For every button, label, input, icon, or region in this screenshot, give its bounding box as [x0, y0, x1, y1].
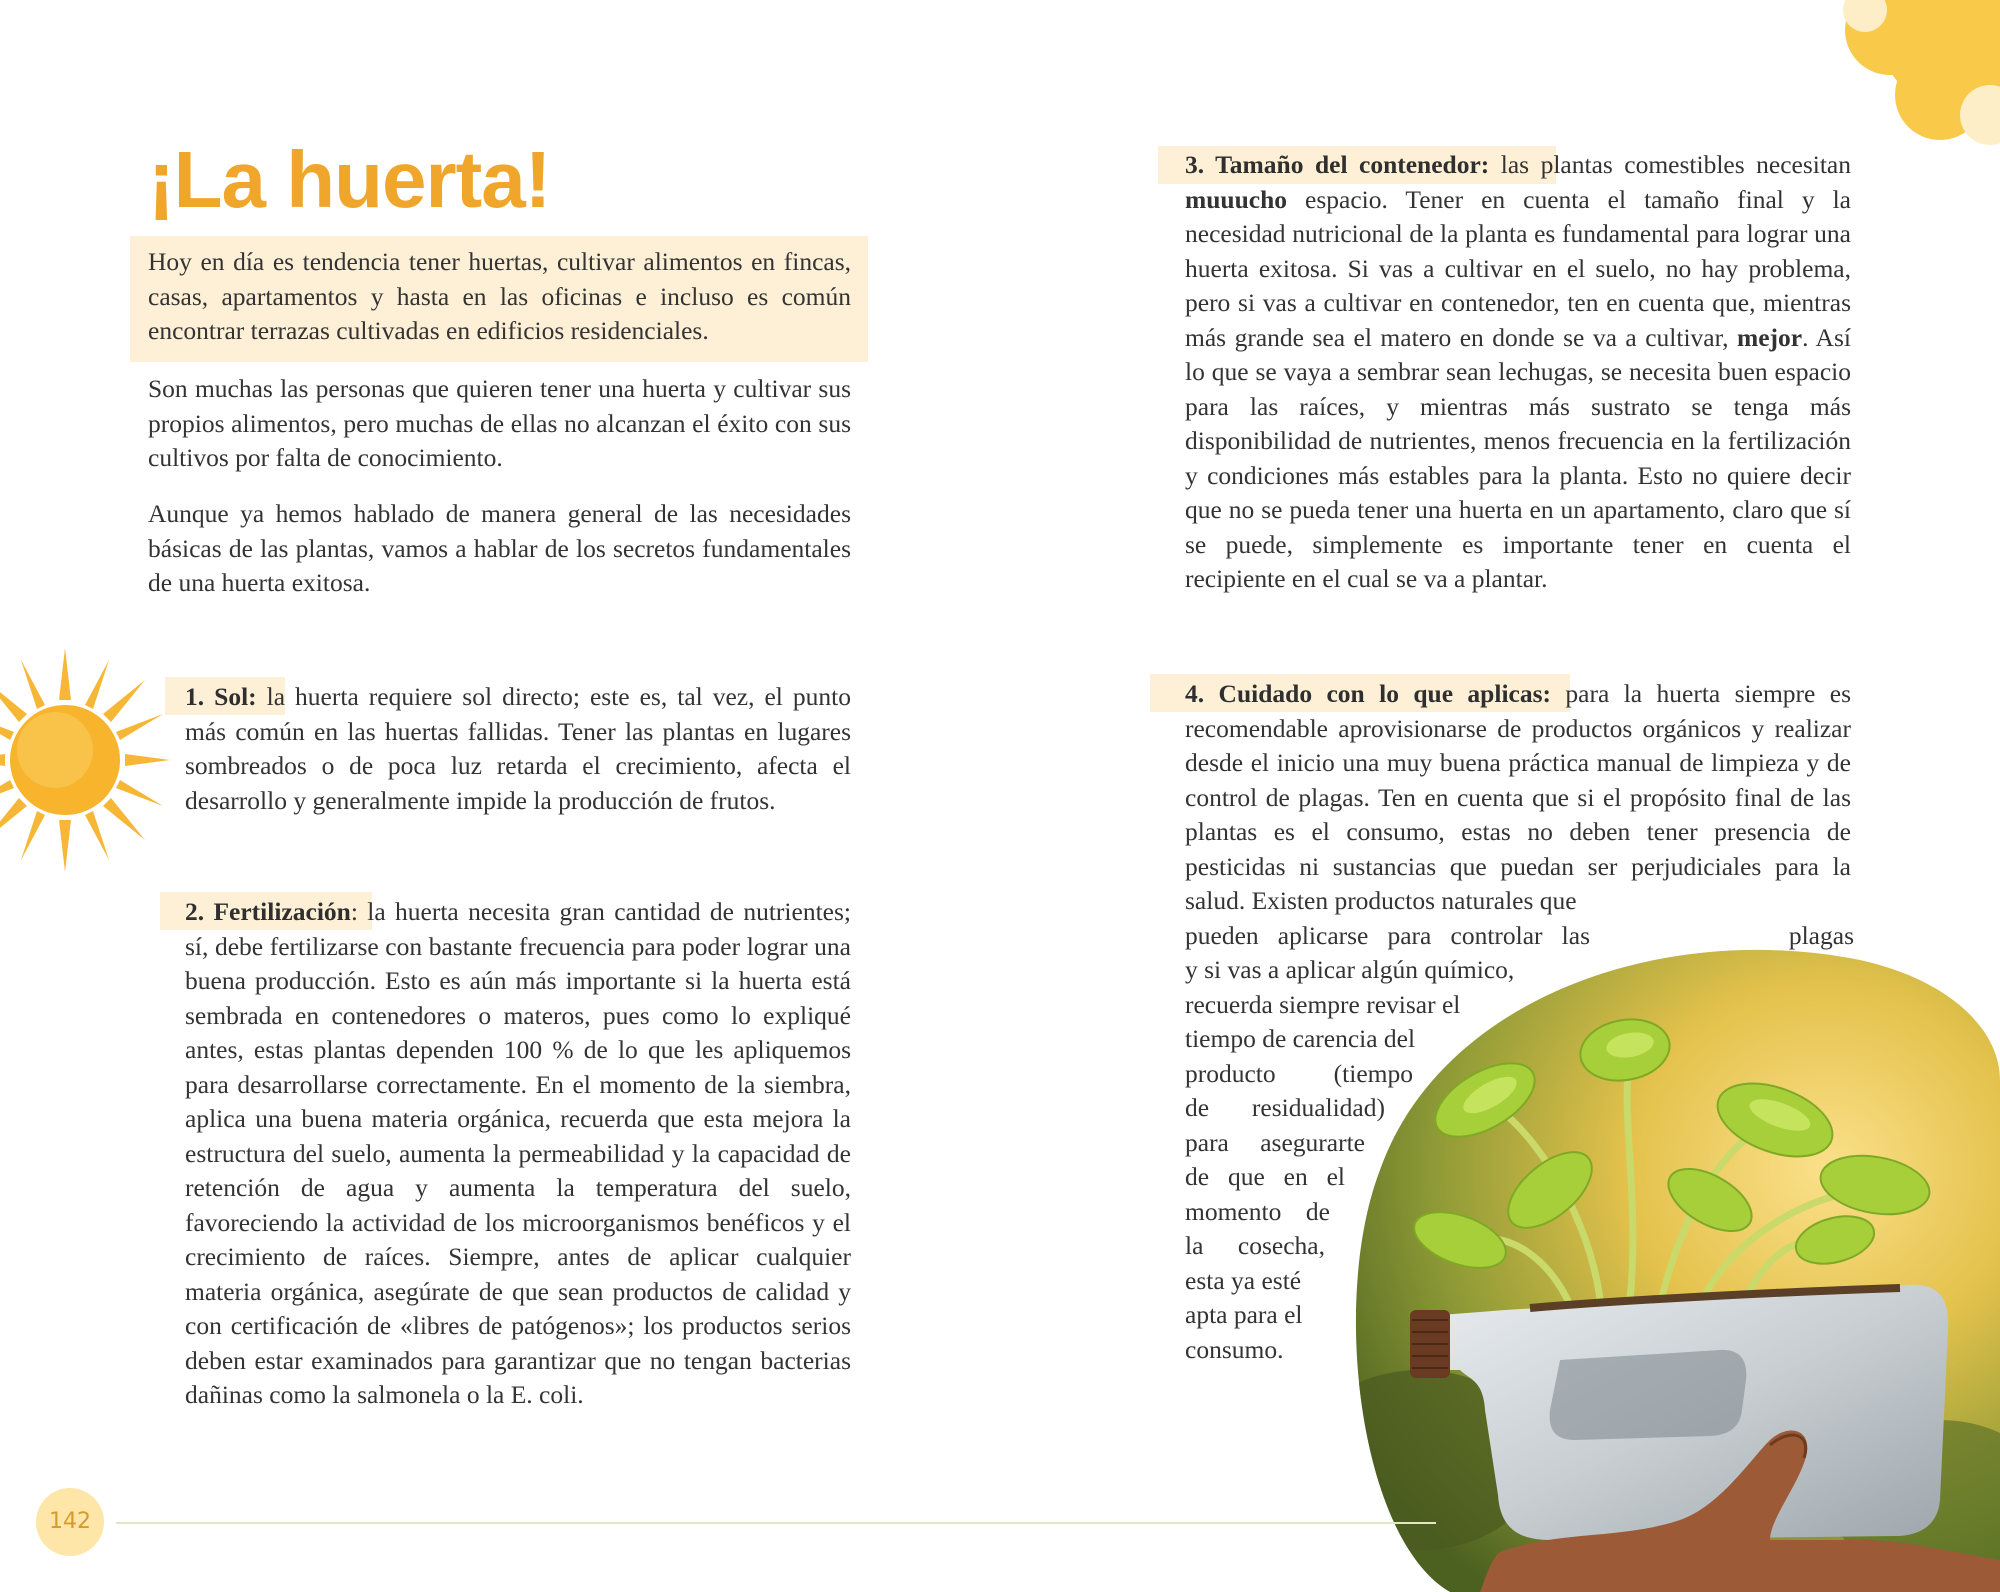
- wrapped-line: para asegurarte: [1185, 1128, 1365, 1157]
- footer-rule: [116, 1522, 1436, 1524]
- intro-highlighted-paragraph: Hoy en día es tendencia tener huertas, cultivar alimentos en fincas, casas, apartamentos y hasta en las oficinas e incluso es común encontrar terrazas cultivadas en edificios residenciales.: [148, 247, 851, 345]
- wrapped-line: esta ya esté: [1185, 1266, 1302, 1295]
- wrapped-line: de residualidad): [1185, 1093, 1385, 1122]
- secret-contenedor-text-c: . Así lo que se vaya a sembrar sean lechugas, se necesita buen espacio para las raíces, y mientras más sustrato se tenga más disponibilidad de nutrientes, menos frecuencia en la fertilización y condiciones más estables para la planta. Esto no quiere decir que no se pueda tener una huerta en un apartamento, claro que sí se puede, simplemente es importante tener en cuenta el recipiente en el cual se va a plantar.: [1185, 322, 1851, 593]
- secret-contenedor-text-b: espacio. Tener en cuenta el tamaño final y la necesidad nutricional de la planta es fundamental para lograr una huerta exitosa. Si vas a cultivar en el suelo, no hay problema, pero si vas a cultivar en contenedor, ten en cuenta que, mientras más grande sea el matero en donde se va a cultivar,: [1185, 184, 1851, 352]
- secret-sol-label: 1. Sol:: [185, 682, 257, 711]
- secret-fertilizacion-label: 2. Fertilización: [185, 897, 351, 926]
- wrapped-line: apta para el: [1185, 1300, 1303, 1329]
- intro-paragraph-3: Aunque ya hemos hablado de manera general de las necesidades básicas de las plantas, vamos a hablar de los secretos fundamentales de una huerta exitosa.: [148, 499, 851, 597]
- wrapped-line: momento de: [1185, 1197, 1330, 1226]
- wrapped-line: recuerda siempre revisar el: [1185, 990, 1461, 1019]
- wrapped-line: consumo.: [1185, 1335, 1284, 1364]
- page-title: ¡La huerta!: [148, 135, 551, 224]
- secret-contenedor-paragraph: [1185, 148, 1851, 597]
- wrapped-line: y si vas a aplicar algún químico,: [1185, 955, 1515, 984]
- wrapped-line: la cosecha,: [1185, 1231, 1325, 1260]
- secret-cuidado-paragraph: [1185, 677, 1851, 919]
- secret-sol-text: la huerta requiere sol directo; este es, tal vez, el punto más común en las huertas fallidas. Tener las plantas en lugares sombreados o de poca luz retarda el crecimiento, afecta el desarrollo y generalmente impide la producción de frutos.: [185, 682, 851, 815]
- wrapped-line: de que en el: [1185, 1162, 1345, 1191]
- secret-cuidado-label: 4. Cuidado con lo que aplicas:: [1185, 679, 1552, 708]
- secret-contenedor-label: 3. Tamaño del contenedor:: [1185, 150, 1490, 179]
- secret-contenedor-text-a: las plantas comestibles necesitan: [1489, 150, 1851, 179]
- wrapped-line: plagas: [1788, 921, 1854, 950]
- wrapped-line: tiempo de carencia del: [1185, 1024, 1416, 1053]
- wrapped-line: producto (tiempo: [1185, 1059, 1413, 1088]
- intro-paragraph-2: Son muchas las personas que quieren tener una huerta y cultivar sus propios alimentos, pero muchas de ellas no alcanzan el éxito con sus cultivos por falta de conocimiento.: [148, 374, 851, 472]
- secret-contenedor-bold-b: mejor: [1736, 322, 1803, 352]
- secret-fertilizacion-paragraph: [185, 895, 851, 1413]
- wrapped-line: pueden aplicarse para controlar las: [1185, 921, 1590, 950]
- page-number: 142: [49, 1509, 91, 1534]
- sun-icon: [0, 640, 170, 880]
- yellow-flower-icon: [1820, 0, 2000, 150]
- seedling-container-photo: [1300, 940, 2000, 1592]
- secret-contenedor-bold-a: muuucho: [1185, 184, 1288, 214]
- secret-cuidado-text-a: para la huerta siempre es recomendable aprovisionarse de productos orgánicos y realizar desde el inicio una muy buena práctica manual de limpieza y de control de plagas. Ten en cuenta que si el propósito final de las plantas es el consumo, estas no deben tener presencia de pesticidas ni sustancias que puedan ser perjudiciales para la salud. Existen productos naturales que: [1185, 679, 1851, 915]
- secret-fertilizacion-text: : la huerta necesita gran cantidad de nutrientes; sí, debe fertilizarse con bastante frecuencia para poder lograr una buena producción. Esto es aún más importante si la huerta está sembrada en contenedores o materos, pues como lo expliqué antes, estas plantas dependen 100 % de lo que les apliquemos para desarrollarse correctamente. En el momento de la siembra, aplica una buena materia orgánica, recuerda que esta mejora la estructura del suelo, aumenta la permeabilidad y la capacidad de retención de agua y aumenta la temperatura del suelo, favoreciendo la actividad de los microorganismos benéficos y el crecimiento de raíces. Siempre, antes de aplicar cualquier materia orgánica, asegúrate de que sean productos de calidad y con certificación de «libres de patógenos»; los productos serios deben estar examinados para garantizar que no tengan bacterias dañinas como la salmonela o la E. coli.: [185, 897, 851, 1409]
- secret-sol-paragraph: [185, 680, 851, 818]
